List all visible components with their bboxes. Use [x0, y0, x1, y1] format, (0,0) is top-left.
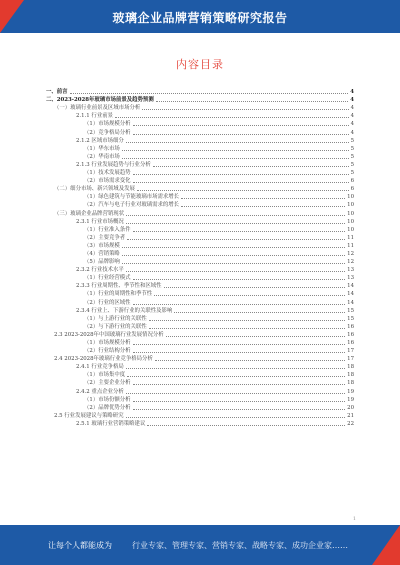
toc-entry-label: （1）行业准入条件 [84, 226, 131, 233]
toc-leader-dots [122, 150, 349, 151]
toc-entry[interactable] [46, 104, 354, 112]
toc-leader-dots [126, 393, 345, 394]
toc-leader-dots [126, 368, 345, 369]
toc-entry-page: 10 [347, 226, 354, 233]
toc-leader-dots [181, 206, 345, 207]
toc-entry[interactable] [46, 266, 354, 274]
toc-entry-page: 17 [347, 356, 354, 363]
toc-entry-label: 2.3 2023-2028年中国玻璃行业发展情况分析 [54, 331, 164, 338]
toc-leader-dots [126, 223, 345, 224]
toc-entry[interactable] [46, 128, 354, 136]
toc-leader-dots [133, 279, 346, 280]
report-header-bar [0, 0, 400, 33]
toc-leader-dots [133, 352, 346, 353]
toc-entry-label: （1）市场集中度 [84, 372, 126, 379]
toc-entry[interactable] [46, 387, 354, 395]
toc-entry-page: 14 [347, 299, 354, 306]
toc-leader-dots [126, 142, 349, 143]
toc-entry-page: 5 [350, 145, 354, 152]
toc-entry-page: 10 [347, 218, 354, 225]
toc-entry-label: （1）与上游行业的关联性 [84, 315, 147, 322]
toc-entry[interactable] [46, 153, 354, 161]
toc-entry[interactable] [46, 226, 354, 234]
toc-entry[interactable] [46, 242, 354, 250]
toc-leader-dots [115, 117, 349, 118]
toc-entry-label: 2.3.3 行业周期性、季节性和区域性 [76, 283, 162, 290]
toc-entry[interactable] [46, 112, 354, 120]
toc-entry-label: 2.1.1 行业前景 [76, 113, 113, 120]
toc-entry-label: （1）绿色建筑与节能玻璃市场需求增长 [84, 194, 180, 201]
toc-entry-page: 6 [350, 178, 354, 185]
toc-leader-dots [181, 198, 345, 199]
toc-leader-dots [133, 304, 346, 305]
toc-entry-label: （2）与下游行业的关联性 [84, 323, 147, 330]
toc-entry-label: （2）主要竞争者 [84, 234, 126, 241]
toc-entry-page: 10 [347, 194, 354, 201]
toc-entry-label: 2.3.1 行业市场概况 [76, 218, 124, 225]
toc-entry[interactable] [46, 193, 354, 201]
toc-entry-label: （5）品牌影响 [84, 259, 120, 266]
toc-leader-dots [133, 231, 346, 232]
toc-leader-dots [174, 312, 345, 313]
toc-entry[interactable] [46, 323, 354, 331]
toc-entry[interactable] [46, 339, 354, 347]
toc-leader-dots [133, 174, 349, 175]
toc-entry-page: 4 [350, 89, 354, 96]
toc-entry-label: 2.5 行业发展建议与策略研究 [54, 412, 124, 419]
toc-leader-dots [156, 101, 349, 102]
toc-entry-page: 19 [347, 396, 354, 403]
footer-slogan: 让每个人都能成为 [48, 541, 112, 550]
toc-entry-page: 4 [350, 97, 354, 104]
toc-entry-page: 12 [347, 250, 354, 257]
toc-entry-label: （1）市场规模分析 [84, 121, 131, 128]
toc-leader-dots [127, 376, 345, 377]
toc-entry[interactable] [46, 258, 354, 266]
toc-entry-label: （1）市场规模分析 [84, 340, 131, 346]
toc-entry[interactable] [46, 298, 354, 306]
toc-entry[interactable] [46, 363, 354, 371]
toc-entry-label: 2.1.2 区域市场细分 [76, 137, 124, 144]
toc-entry[interactable] [46, 379, 354, 387]
toc-leader-dots [122, 247, 345, 248]
toc-entry-label: （2）竞争格局分析 [84, 129, 131, 136]
toc-entry-page: 5 [350, 137, 354, 144]
toc-entry-label: 2.4.2 重点企业分析 [76, 388, 124, 395]
toc-leader-dots [70, 93, 349, 94]
footer-red-accent [372, 525, 400, 565]
toc-entry-page: 4 [350, 129, 354, 136]
toc-entry-page: 4 [350, 105, 354, 112]
toc-entry-page: 4 [350, 121, 354, 128]
toc-entry-page: 16 [347, 340, 354, 346]
toc-leader-dots [133, 344, 346, 345]
toc-entry-label: （二）细分市场、新兴领域及发展 [54, 186, 135, 193]
toc-leader-dots [153, 166, 349, 167]
toc-leader-dots [127, 239, 345, 240]
toc-entry[interactable] [46, 250, 354, 258]
toc-entry[interactable] [46, 307, 354, 315]
toc-entry[interactable] [46, 145, 354, 153]
toc-leader-dots [149, 328, 345, 329]
toc-entry-label: （一）玻璃行业前景及区域市场分析 [54, 105, 141, 112]
footer-bar [0, 525, 400, 565]
toc-entry[interactable] [46, 234, 354, 242]
toc-entry-page: 10 [347, 202, 354, 209]
toc-entry[interactable] [46, 282, 354, 290]
toc-leader-dots [133, 134, 349, 135]
toc-leader-dots [164, 287, 346, 288]
toc-leader-dots [155, 360, 345, 361]
toc-entry-label: （4）营销策略 [84, 250, 120, 257]
toc-entry[interactable] [46, 120, 354, 128]
toc-entry-page: 18 [347, 372, 354, 379]
toc-entry-page: 16 [347, 331, 354, 338]
toc-entry-page: 11 [347, 242, 354, 249]
toc-entry-label: 2.3.2 行业技术水平 [76, 267, 124, 274]
toc-leader-dots [137, 190, 349, 191]
toc-leader-dots [133, 125, 349, 126]
report-title: 玻璃企业品牌营销策略研究报告 [112, 11, 288, 25]
toc-entry[interactable] [46, 274, 354, 282]
toc-entry[interactable] [46, 169, 354, 177]
toc-entry[interactable] [46, 209, 354, 217]
toc-entry-label: （2）市场需求变化 [84, 178, 131, 185]
toc-entry-page: 11 [347, 234, 354, 241]
toc-entry-page: 10 [347, 210, 354, 217]
toc-entry[interactable] [46, 201, 354, 209]
toc-entry-page: 5 [350, 161, 354, 168]
toc-entry-label: （1）行业经营模式 [84, 275, 131, 282]
toc-entry-label: （1）行业的周期性和季节性 [84, 291, 153, 298]
toc-entry-label: （2）行业的区域性 [84, 299, 131, 306]
footer-tagline: 行业专家、管理专家、营销专家、战略专家、成功企业家…… [132, 541, 348, 550]
toc-entry-label: （2）行业结构分析 [84, 348, 131, 355]
toc-entry-page: 14 [347, 283, 354, 290]
toc-entry-page: 18 [347, 380, 354, 387]
toc-entry-page: 20 [347, 404, 354, 411]
toc-entry[interactable] [46, 355, 354, 363]
toc-entry-page: 18 [347, 364, 354, 371]
toc-leader-dots [133, 401, 346, 402]
toc-entry-page: 14 [347, 291, 354, 298]
toc-entry-label: 2.1.3 行业发展趋势与行业分析 [76, 161, 151, 168]
toc-entry-page: 22 [347, 420, 354, 427]
toc-entry[interactable] [46, 137, 354, 145]
toc-entry-label: 2.4 2023-2028年玻璃行业竞争格局分析 [54, 356, 153, 363]
toc-entry-label: （1）华东市场 [84, 145, 120, 152]
toc-leader-dots [142, 109, 348, 110]
toc-leader-dots [147, 425, 345, 426]
toc-entry-label: 2.5.1 玻璃行业营销策略建议 [76, 420, 146, 427]
toc-entry-page: 13 [347, 267, 354, 274]
toc-entry[interactable] [46, 331, 354, 339]
toc-entry-page: 19 [347, 388, 354, 395]
toc-entry-label: 一、前言 [46, 89, 68, 96]
toc-entry[interactable] [46, 161, 354, 169]
toc-leader-dots [126, 417, 346, 418]
toc-leader-dots [166, 336, 346, 337]
toc-entry-label: （2）华南市场 [84, 153, 120, 160]
toc-entry-page: 15 [347, 307, 354, 314]
toc-entry[interactable] [46, 347, 354, 355]
toc-entry-page: 6 [350, 186, 354, 193]
toc-leader-dots [133, 409, 346, 410]
toc-entry-page: 5 [350, 170, 354, 177]
toc-leader-dots [122, 255, 345, 256]
toc-entry[interactable] [46, 96, 354, 104]
toc-entry[interactable] [46, 371, 354, 379]
toc-leader-dots [126, 271, 345, 272]
toc-entry-label: 2.3.4 行业上、下游行业的关联性及影响 [76, 307, 173, 314]
toc-leader-dots [126, 215, 345, 216]
toc-leader-dots [122, 263, 345, 264]
toc-entry-label: （1）技术发展趋势 [84, 170, 131, 177]
toc-entry-page: 12 [347, 259, 354, 266]
toc-leader-dots [133, 384, 346, 385]
toc-leader-dots [133, 182, 349, 183]
toc-entry[interactable] [46, 412, 354, 420]
toc-entry-label: （2）主要企业分析 [84, 380, 131, 387]
toc-entry-page: 5 [350, 153, 354, 160]
toc-leader-dots [122, 158, 349, 159]
toc-entry-label: （2）品牌优势分析 [84, 404, 131, 411]
toc-entry-label: （2）汽车与电子行业对玻璃需求的增长 [84, 202, 180, 209]
toc-entry-label: （1）市场份额分析 [84, 396, 131, 403]
toc-entry[interactable] [46, 315, 354, 323]
toc-entry[interactable] [46, 218, 354, 226]
toc-entry[interactable] [46, 396, 354, 404]
toc-entry-page: 21 [347, 412, 354, 419]
toc-entry[interactable] [46, 420, 354, 428]
page-number: 1 [352, 516, 356, 522]
table-of-contents [46, 88, 354, 428]
toc-entry-label: （3）市场规模 [84, 242, 120, 249]
toc-leader-dots [154, 295, 345, 296]
toc-entry[interactable] [46, 185, 354, 193]
toc-entry[interactable] [46, 290, 354, 298]
toc-entry-label: 2.4.1 行业竞争格局 [76, 364, 124, 371]
toc-leader-dots [149, 320, 345, 321]
toc-entry-page: 4 [350, 113, 354, 120]
toc-entry-label: （三）玻璃企业品牌营销现状 [54, 210, 125, 217]
toc-entry-label: 二、2023-2028年玻璃市场前景及趋势预测 [46, 97, 154, 104]
toc-heading: 内容目录 [176, 58, 224, 71]
toc-entry-page: 13 [347, 275, 354, 282]
toc-entry[interactable] [46, 177, 354, 185]
toc-entry[interactable] [46, 88, 354, 96]
toc-entry-page: 16 [347, 323, 354, 330]
toc-entry-page: 15 [347, 315, 354, 322]
toc-entry[interactable] [46, 404, 354, 412]
toc-entry-page: 17 [347, 348, 354, 355]
